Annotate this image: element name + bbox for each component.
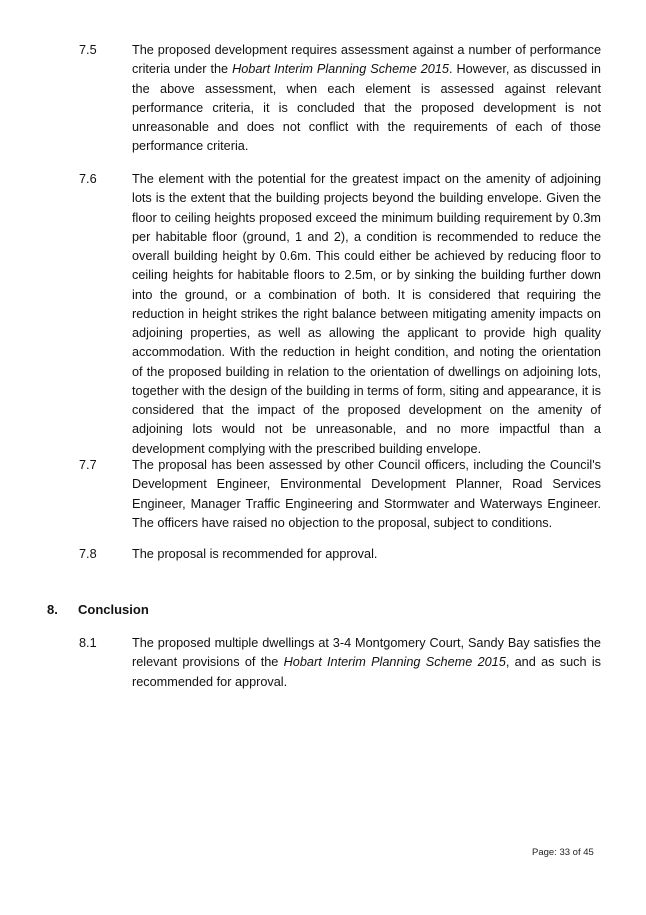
paragraph-7-6	[79, 170, 601, 459]
paragraph-text: The element with the potential for the greatest impact on the amenity of adjoining lots is the extent that the building projects beyond the building envelope. Given the floor to ceiling heights proposed exceed the minimum building requirement by 0.3m per habitable floor (ground, 1 and 2), a condition is recommended to reduce the overall building height by 0.6m. This could either be achieved by reducing floor to ceiling heights for habitable floors to 2.5m, or by sinking the building further down into the ground, or a combination of both. It is considered that requiring the reduction in height strikes the right balance between mitigating amenity impacts on adjoining properties, as well as allowing the applicant to provide high quality accommodation. With the reduction in height condition, and noting the orientation of the proposed building in relation to the orientation of dwellings on adjoining lots, together with the design of the building in terms of form, siting and appearance, it is considered that the impact of the proposed development on the amenity of adjoining lots would not be unreasonable, and no more impactful than a development complying with the prescribed building envelope.	[132, 172, 601, 456]
section-heading	[47, 600, 149, 619]
paragraph-text: The proposal is recommended for approval.	[132, 547, 378, 561]
paragraph-number: 7.6	[79, 172, 97, 186]
section-title: Conclusion	[78, 602, 149, 617]
scheme-title: Hobart Interim Planning Scheme 2015	[283, 655, 506, 670]
section-number: 8.	[47, 602, 58, 617]
paragraph-text: The proposed development requires assessment against a number of performance criteria under the Hobart Interim Planning Scheme 2015. However, as discussed in the above assessment, when each element is assessed against relevant performance criteria, it is concluded that the proposed development is not unreasonable and does not conflict with the requirements of each of those performance criteria.	[132, 43, 601, 154]
scheme-title: Hobart Interim Planning Scheme 2015	[232, 62, 449, 77]
paragraph-number: 7.7	[79, 458, 97, 472]
paragraph-8-1	[79, 634, 601, 692]
paragraph-text: The proposed multiple dwellings at 3-4 Montgomery Court, Sandy Bay satisfies the relevant provisions of the Hobart Interim Planning Scheme 2015, and as such is recommended for approval.	[132, 636, 602, 689]
paragraph-number: 7.5	[79, 43, 97, 57]
paragraph-number: 7.8	[79, 547, 97, 561]
paragraph-7-8	[79, 545, 601, 564]
page-number: Page: 33 of 45	[532, 847, 594, 858]
paragraph-text: The proposal has been assessed by other Council officers, including the Council's Development Engineer, Environmental Development Planner, Road Services Engineer, Manager Traffic Engineering and Stormwater and Waterways Engineer. The officers have raised no objection to the proposal, subject to conditions.	[132, 458, 601, 530]
paragraph-7-7	[79, 456, 601, 533]
paragraph-number: 8.1	[79, 636, 97, 650]
paragraph-7-5	[79, 41, 601, 157]
